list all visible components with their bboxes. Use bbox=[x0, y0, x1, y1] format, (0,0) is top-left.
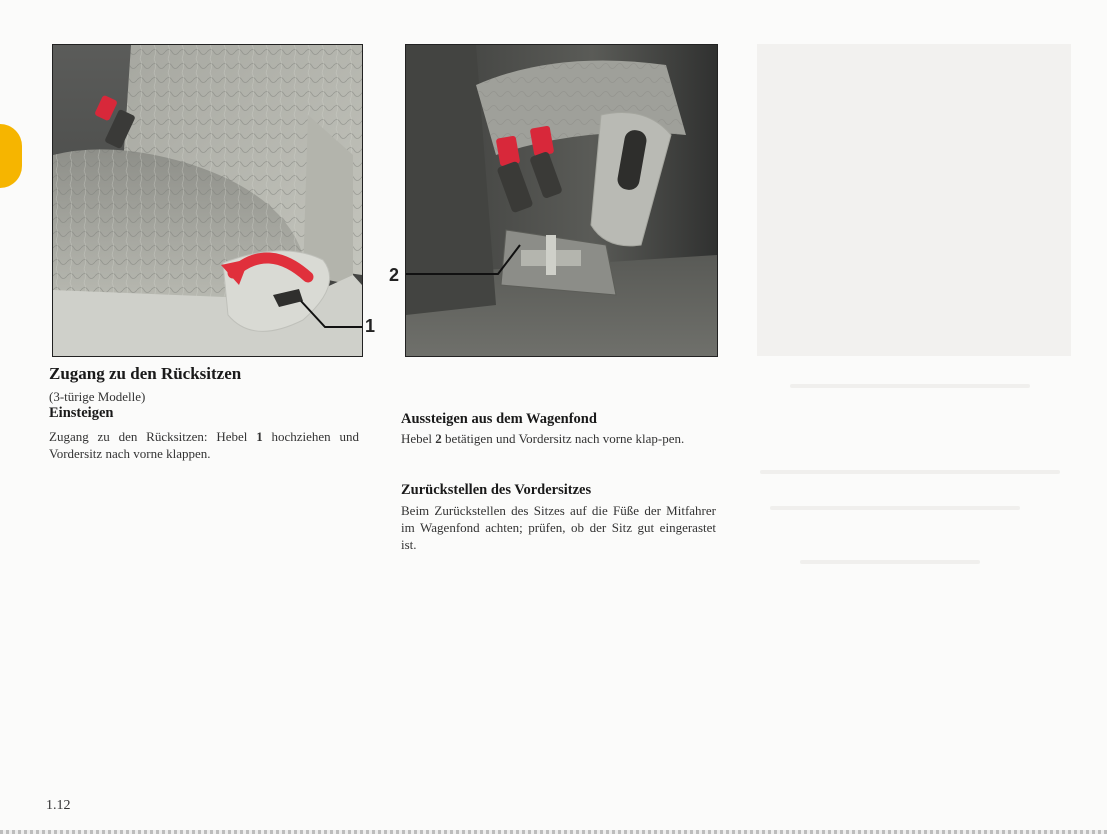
subsection-heading-zurueckstellen: Zurückstellen des Vordersitzes bbox=[401, 482, 592, 498]
subsection-heading-einsteigen: Einsteigen bbox=[49, 405, 114, 421]
body-text: hochziehen und Vordersitz nach vorne klappen. bbox=[49, 429, 359, 461]
ghost-line bbox=[760, 470, 1060, 474]
ghost-line bbox=[770, 506, 1020, 510]
chapter-tab-marker bbox=[0, 124, 22, 188]
facing-page-ghost-image bbox=[757, 44, 1071, 356]
ghost-line bbox=[800, 560, 980, 564]
scan-edge bbox=[0, 830, 1107, 834]
page-number: 1.12 bbox=[46, 798, 71, 813]
aussteigen-body bbox=[401, 430, 716, 447]
body-text: betätigen und Vordersitz nach vorne klap-pen. bbox=[441, 431, 685, 446]
section-subtitle: (3-türige Modelle) bbox=[49, 389, 146, 404]
lever-reference: 2 bbox=[435, 431, 442, 446]
figure-callout-1: 1 bbox=[365, 316, 376, 336]
section-title: Zugang zu den Rücksitzen bbox=[49, 364, 242, 383]
lever-reference: 1 bbox=[256, 429, 263, 444]
subsection-heading-aussteigen: Aussteigen aus dem Wagenfond bbox=[401, 411, 597, 427]
seat-rail-lever-photo bbox=[405, 44, 718, 357]
ghost-line bbox=[790, 384, 1030, 388]
figure-callout-2: 2 bbox=[389, 265, 400, 285]
body-text: Zugang zu den Rücksitzen: Hebel bbox=[49, 429, 257, 444]
seat-lever-photo bbox=[52, 44, 363, 357]
einsteigen-body bbox=[49, 428, 359, 462]
body-text: Hebel bbox=[401, 431, 436, 446]
zurueckstellen-body: Beim Zurückstellen des Sitzes auf die Füße der Mitfahrer im Wagenfond achten; prüfen, ob der Sitz gut eingerastet ist. bbox=[401, 503, 716, 552]
